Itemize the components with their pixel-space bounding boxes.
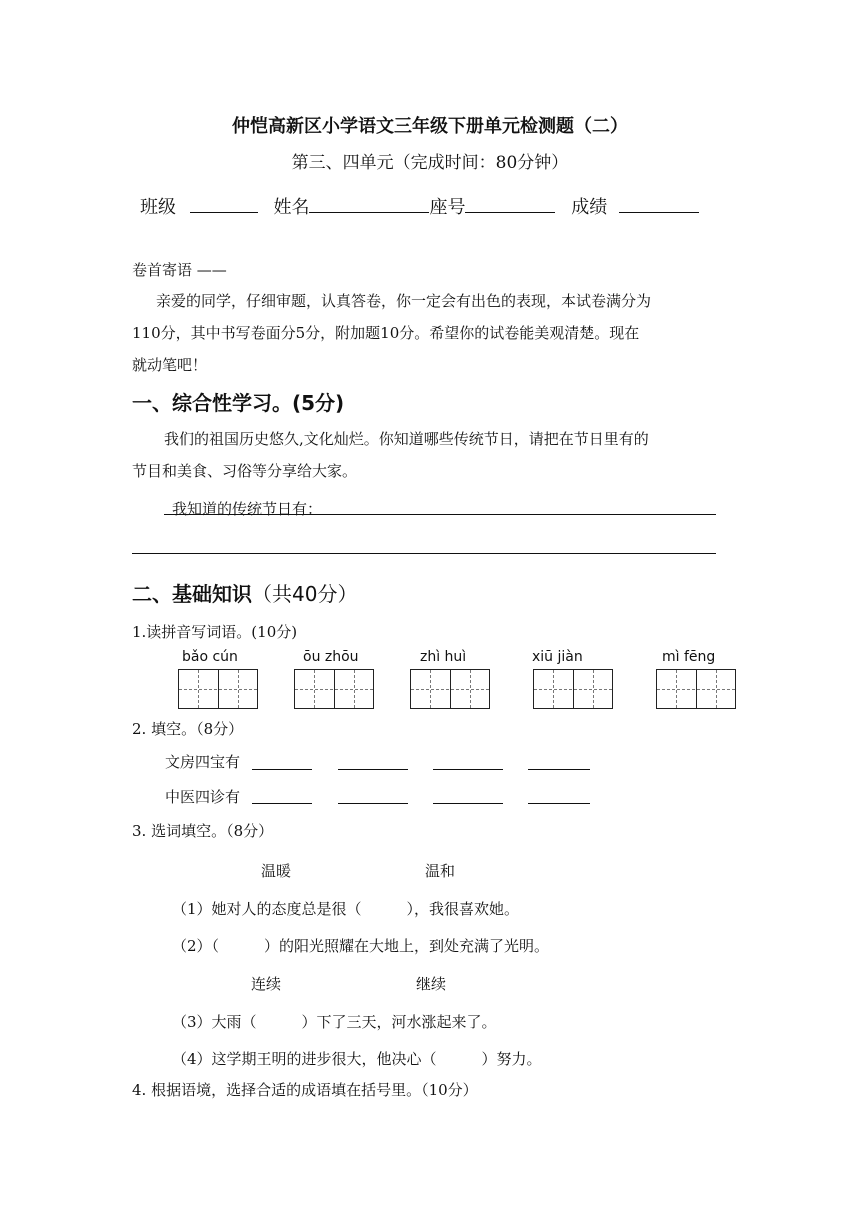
preface-line-3: 就动笔吧！ — [132, 356, 208, 374]
fill-blank[interactable] — [338, 803, 408, 804]
preface-line-2: 110分，其中书写卷面分5分，附加题10分。希望你的试卷能美观清楚。现在 — [132, 324, 640, 342]
preface-line-1: 亲爱的同学，仔细审题，认真答卷，你一定会有出色的表现，本试卷满分为 — [156, 292, 652, 310]
class-label: 班级 — [140, 197, 176, 218]
section2-heading — [132, 578, 357, 607]
pinyin-2: ōu zhōu — [303, 649, 359, 665]
fill-blank[interactable] — [252, 803, 312, 804]
answer-line-1[interactable] — [164, 514, 716, 515]
name-label: 姓名 — [273, 197, 310, 218]
q3-sentence-2: （2）（ ）的阳光照耀在大地上，到处充满了光明。 — [172, 937, 550, 955]
section2-heading-main: 二、基础知识 — [132, 582, 252, 606]
section1-line-2: 节目和美食、习俗等分享给大家。 — [132, 462, 358, 480]
q3-label: 3. 选词填空。（8分） — [132, 822, 274, 840]
score-field[interactable] — [619, 194, 699, 213]
answer-line-2[interactable] — [132, 553, 716, 554]
seat-label: 座号 — [429, 197, 466, 218]
page-title: 仲恺高新区小学语文三年级下册单元检测题（二） — [232, 116, 628, 137]
q2-label: 2. 填空。（8分） — [132, 720, 244, 738]
seat-field[interactable] — [465, 194, 555, 213]
fill-blank[interactable] — [252, 769, 312, 770]
q4-label: 4. 根据语境，选择合适的成语填在括号里。（10分） — [132, 1081, 478, 1099]
writing-grid[interactable] — [178, 669, 258, 709]
writing-grid[interactable] — [410, 669, 490, 709]
section1-answer-prompt: 我知道的传统节日有： — [172, 500, 323, 518]
word-option: 温和 — [425, 862, 456, 880]
pinyin-1: bǎo cún — [182, 649, 238, 665]
q3-sentence-1: （1）她对人的态度总是很（ ），我很喜欢她。 — [172, 900, 520, 918]
name-field[interactable] — [309, 194, 429, 213]
pinyin-4: xiū jiàn — [532, 649, 583, 665]
q1-label: 1.读拼音写词语。(10分) — [132, 623, 298, 641]
score-label: 成绩 — [571, 197, 608, 218]
student-info-row — [140, 193, 699, 219]
section1-heading: 一、综合性学习。(5分) — [132, 391, 345, 415]
q2-row-2-label: 中医四诊有 — [165, 788, 241, 806]
fill-blank[interactable] — [528, 803, 590, 804]
fill-blank[interactable] — [338, 769, 408, 770]
class-field[interactable] — [190, 194, 258, 213]
writing-grid[interactable] — [533, 669, 613, 709]
writing-grid[interactable] — [294, 669, 374, 709]
pinyin-5: mì fēng — [662, 649, 716, 665]
page-subtitle: 第三、四单元（完成时间：80分钟） — [291, 153, 569, 173]
fill-blank[interactable] — [433, 803, 503, 804]
section1-line-1: 我们的祖国历史悠久,文化灿烂。你知道哪些传统节日，请把在节日里有的 — [164, 430, 649, 448]
fill-blank[interactable] — [528, 769, 590, 770]
q3-sentence-3: （3）大雨（ ）下了三天，河水涨起来了。 — [172, 1013, 497, 1031]
word-option: 温暖 — [261, 862, 292, 880]
pinyin-3: zhì huì — [420, 649, 467, 665]
word-option: 连续 — [251, 975, 282, 993]
writing-grid[interactable] — [656, 669, 736, 709]
fill-blank[interactable] — [433, 769, 503, 770]
q3-sentence-4: （4）这学期王明的进步很大，他决心（ ）努力。 — [172, 1050, 542, 1068]
word-option: 继续 — [416, 975, 447, 993]
section2-heading-points: （共40分） — [252, 582, 358, 606]
preface-label: 卷首寄语 —— — [132, 261, 227, 279]
q2-row-1-label: 文房四宝有 — [165, 753, 241, 771]
